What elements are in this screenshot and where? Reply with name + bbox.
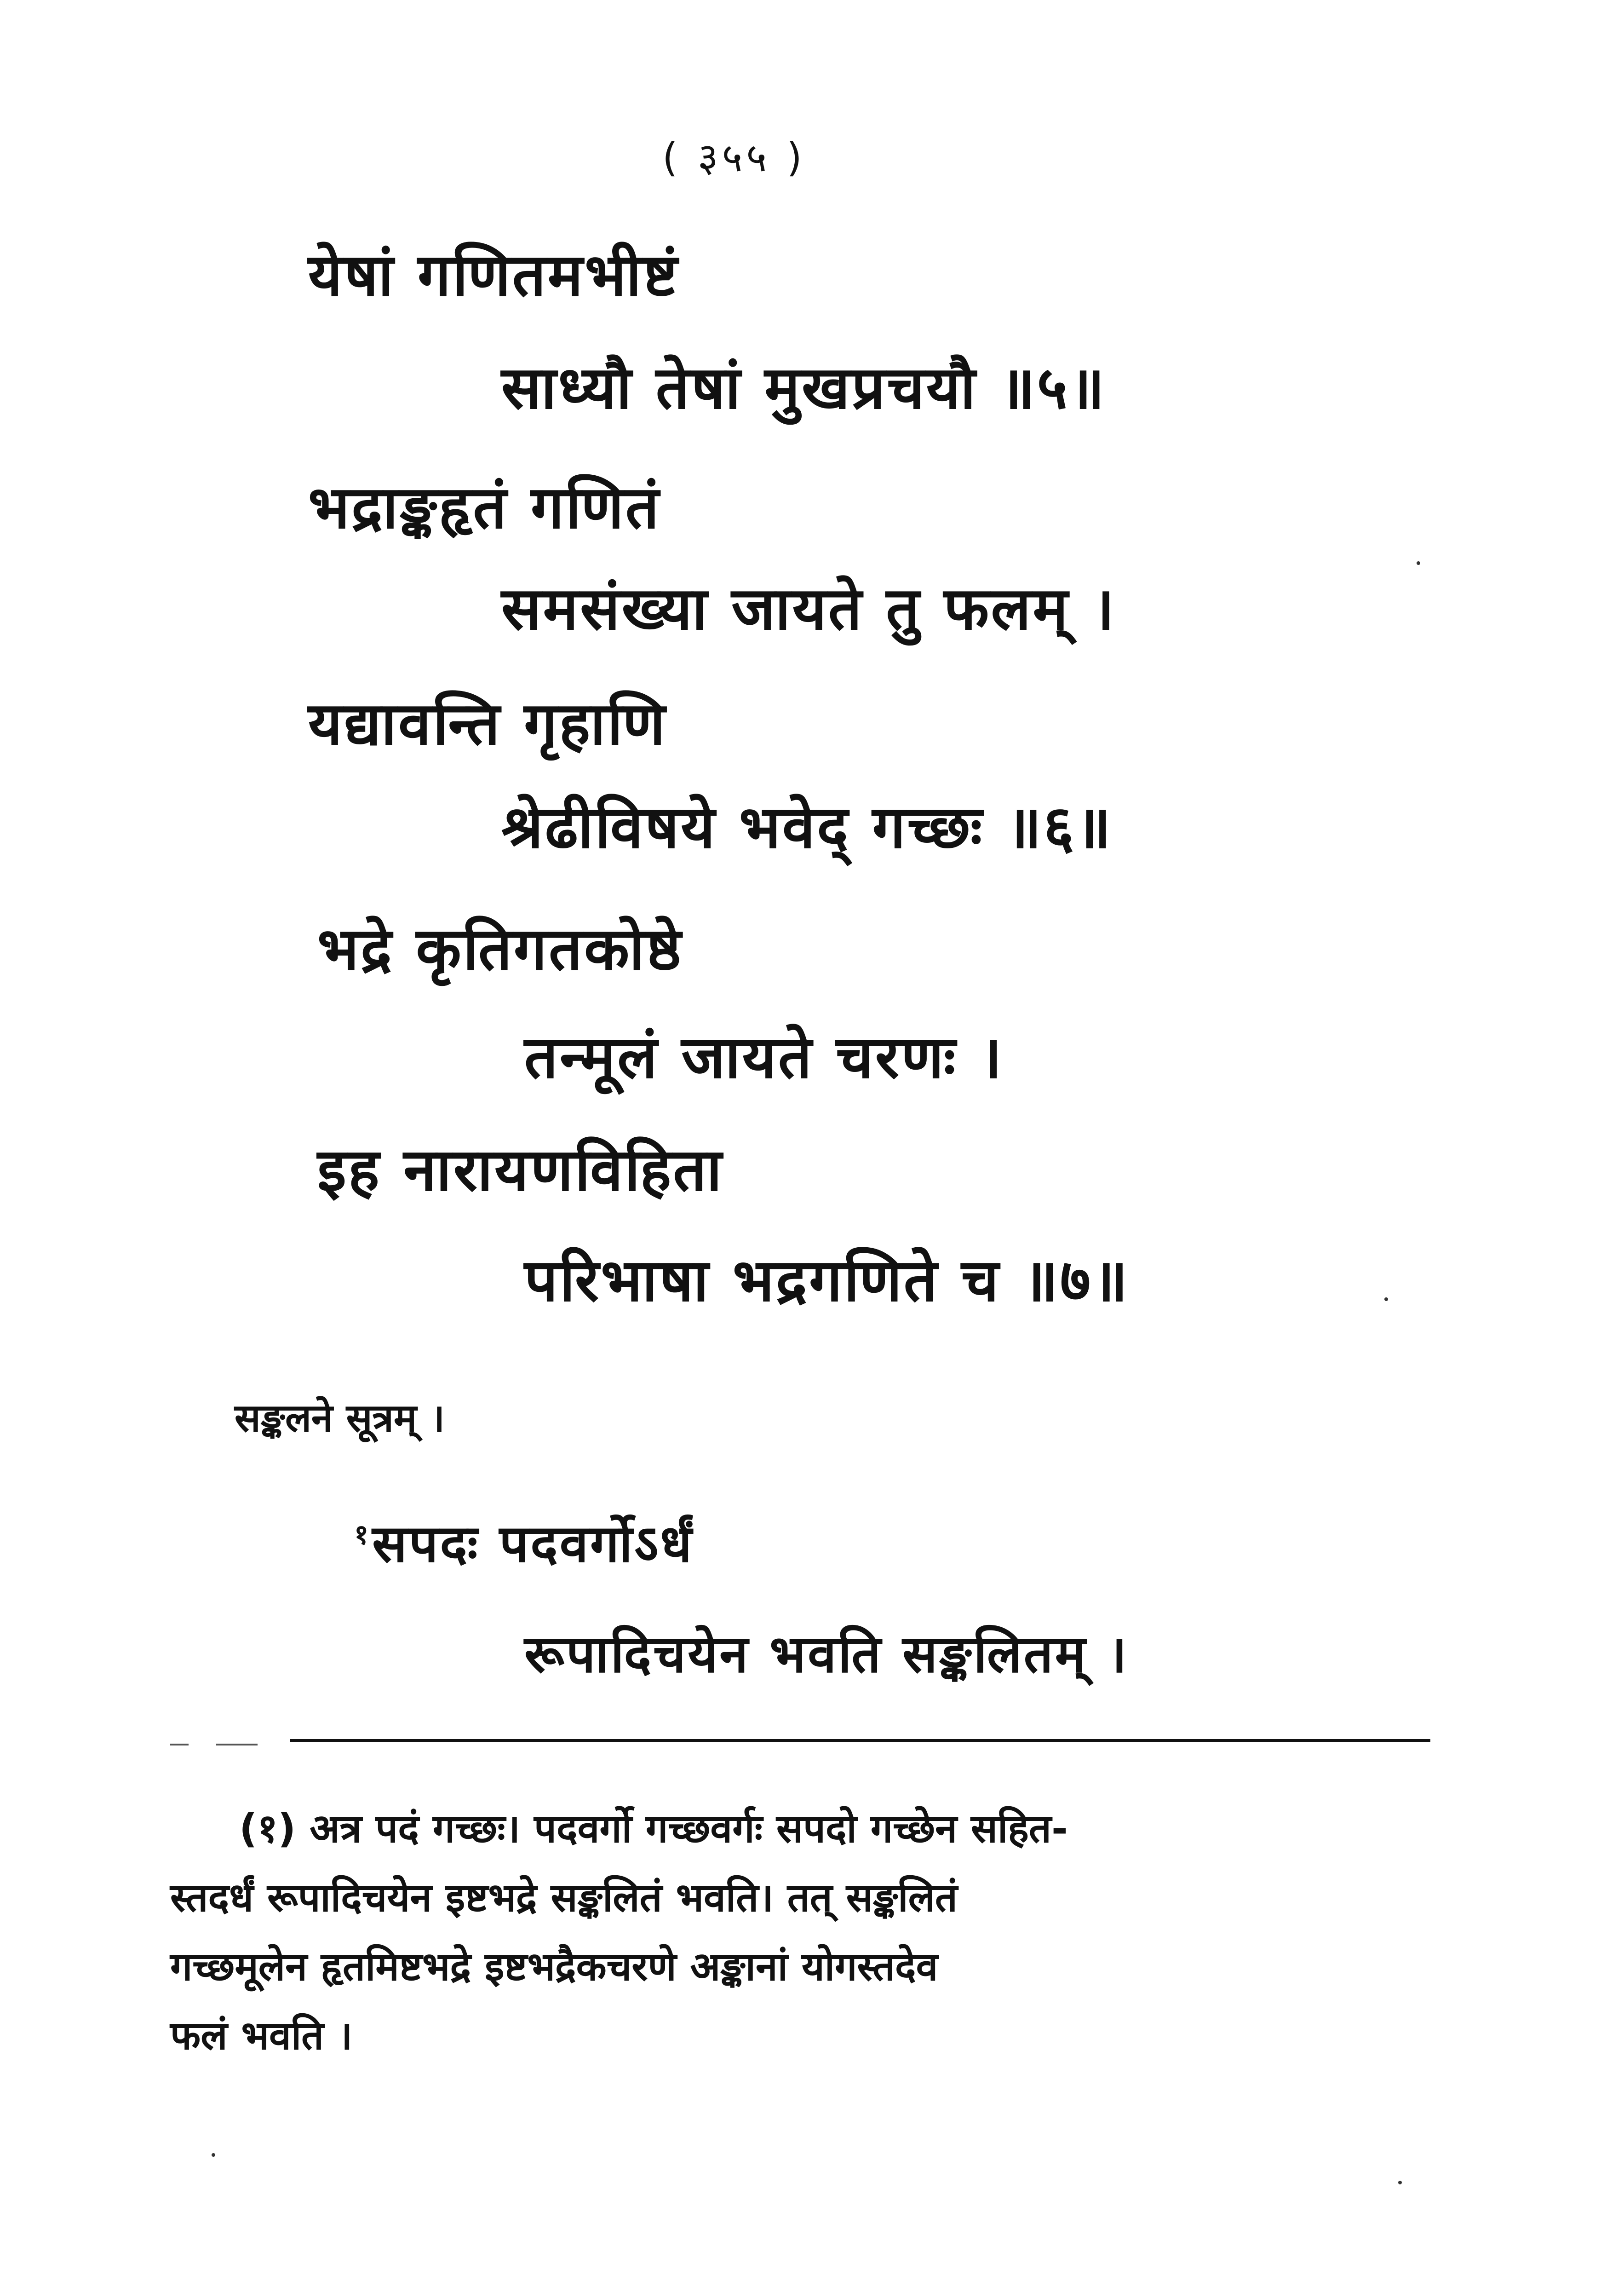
footnote-marker: १ (354, 1518, 371, 1551)
rule-dash-2 (216, 1744, 258, 1745)
verse-1-line-2: साध्यौ तेषां मुखप्रचयौ ॥५॥ (501, 354, 1107, 422)
verse-3-line-2: श्रेढीविषये भवेद् गच्छः ॥६॥ (501, 793, 1113, 862)
verse-2-line-2: समसंख्या जायते तु फलम् । (501, 575, 1116, 643)
verse-5-line-1: इह नारायणविहिता (317, 1136, 724, 1204)
verse-3-line-1: यद्यावन्ति गृहाणि (308, 690, 667, 758)
footnote-line-4: फलं भवति । (170, 2013, 353, 2059)
footnote-rule (290, 1739, 1430, 1742)
footnote-line-2: स्तदर्धं रूपादिचयेन इष्टभद्रे सङ्कलितं भवति। तत् सङ्कलितं (170, 1875, 958, 1921)
footnote-line-1: (१) अत्र पदं गच्छः। पदवर्गो गच्छवर्गः सपदो गच्छेन सहित- (239, 1806, 1068, 1852)
scan-speck (1417, 561, 1420, 565)
rule-dash-1 (170, 1744, 189, 1745)
section-heading: सङ्कलने सूत्रम् । (235, 1395, 445, 1440)
sutra-line-1-text: सपदः पदवर्गोऽर्धं (372, 1514, 694, 1574)
scan-speck (1398, 2181, 1402, 2184)
footnote-line-3: गच्छमूलेन हृतमिष्टभद्रे इष्टभद्रैकचरणे अङ्कानां योगस्तदेव (170, 1944, 938, 1990)
footnote (170, 1794, 1412, 2070)
page-number: ( ३५५ ) (662, 135, 806, 181)
verse-1-line-1: येषां गणितमभीष्टं (308, 241, 680, 310)
sutra-line-1 (354, 1514, 694, 1574)
verse-4-line-2: तन्मूलं जायते चरणः । (524, 1023, 1004, 1092)
verse-2-line-1: भद्राङ्कहृतं गणितं (308, 473, 661, 542)
sutra-line-2: रूपादिचयेन भवति सङ्कलितम् । (524, 1624, 1129, 1684)
scan-speck (212, 2153, 215, 2157)
scan-speck (1384, 1297, 1388, 1301)
verse-4-line-1: भद्रे कृतिगतकोष्ठे (317, 915, 683, 984)
verse-5-line-2: परिभाषा भद्रगणिते च ॥७॥ (524, 1246, 1130, 1315)
